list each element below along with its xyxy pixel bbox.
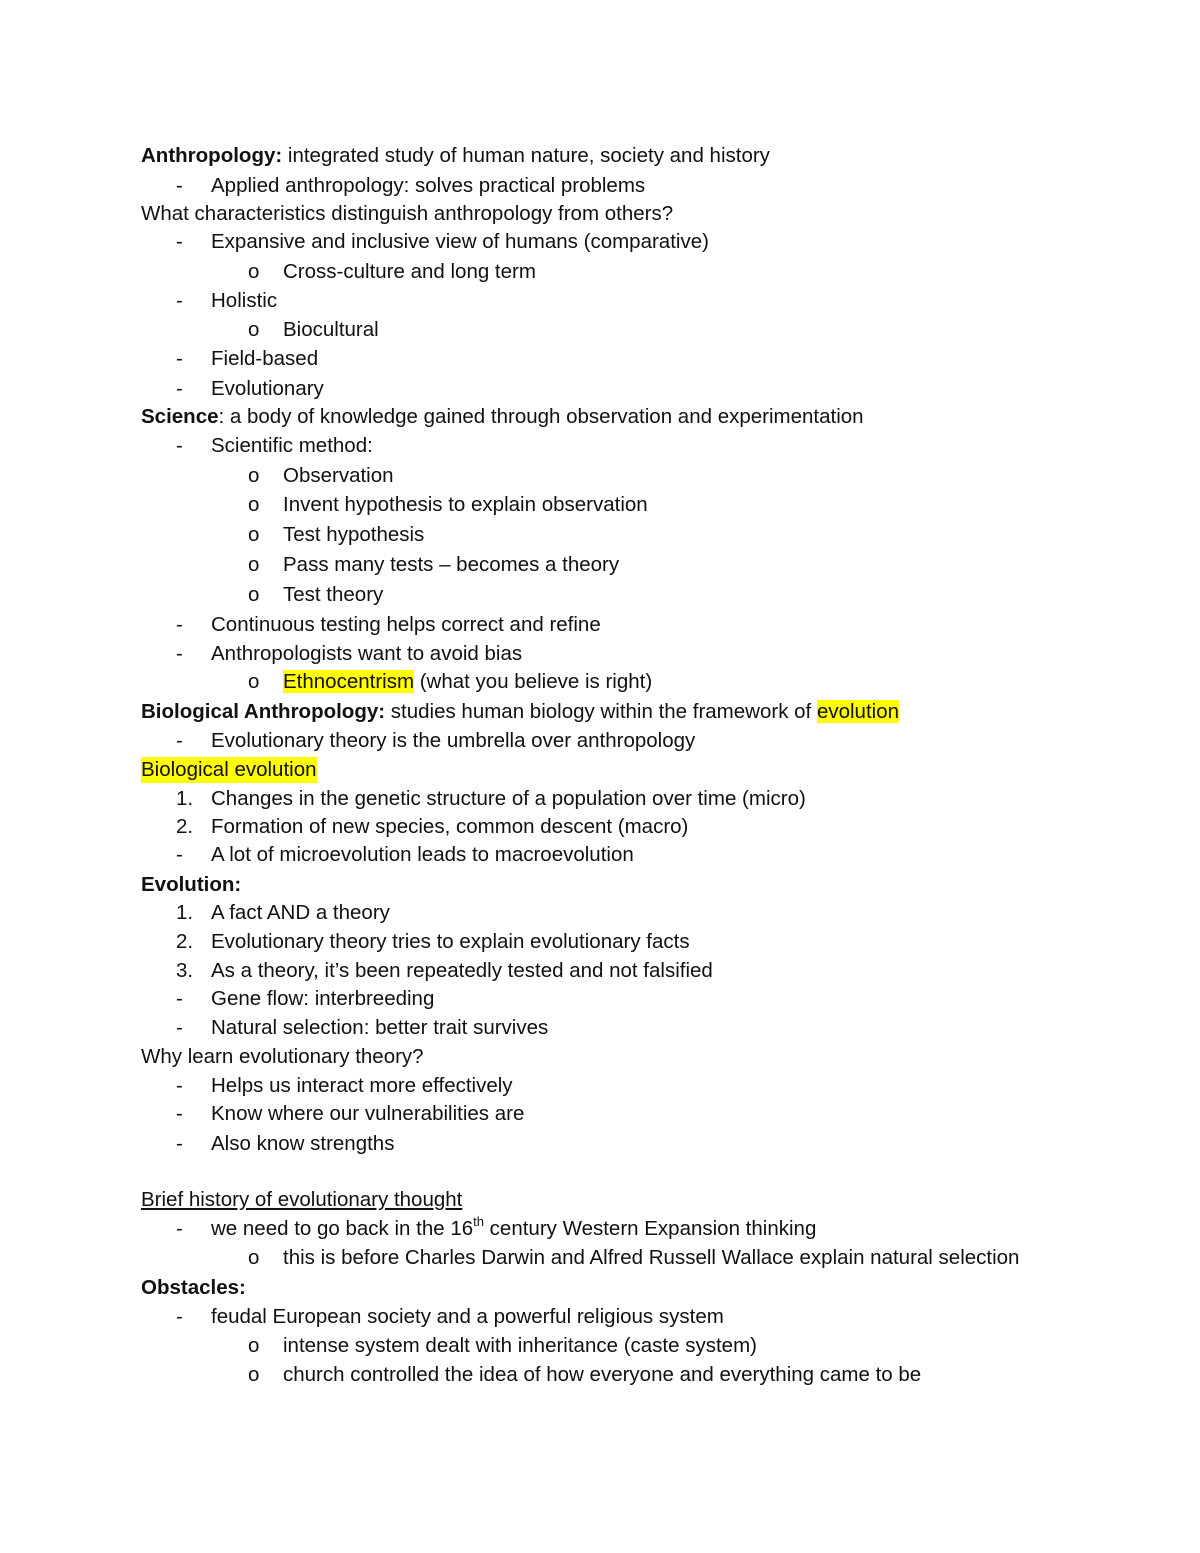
item-text: A fact AND a theory	[211, 901, 390, 924]
number-marker: 1.	[176, 787, 194, 810]
item-text: Evolutionary theory tries to explain evolutionary facts	[211, 930, 690, 953]
bullet-text: intense system dealt with inheritance (caste system)	[283, 1334, 757, 1357]
definition-term: Anthropology:	[141, 144, 283, 167]
bullet-text: Continuous testing helps correct and refine	[211, 613, 601, 636]
dash-bullet: -	[176, 1132, 183, 1155]
bullet-text: Invent hypothesis to explain observation	[283, 493, 648, 516]
definition-text: studies human biology within the framework of	[385, 700, 817, 723]
bullet-text: Test hypothesis	[283, 523, 425, 546]
highlighted-term: evolution	[816, 700, 899, 723]
highlighted-term: Ethnocentrism	[283, 670, 415, 693]
bullet-text: feudal European society and a powerful religious system	[211, 1305, 724, 1328]
circle-bullet: o	[248, 260, 260, 283]
bullet-text: Gene flow: interbreeding	[211, 987, 435, 1010]
bullet-text: Natural selection: better trait survives	[211, 1016, 549, 1039]
dash-bullet: -	[176, 843, 183, 866]
circle-bullet: o	[248, 1334, 260, 1357]
bullet-text: Biocultural	[283, 318, 379, 341]
definition-term: Obstacles:	[141, 1276, 246, 1299]
dash-bullet: -	[176, 230, 183, 253]
bullet-text: Cross-culture and long term	[283, 260, 536, 283]
circle-bullet: o	[248, 553, 260, 576]
bullet-text: Know where our vulnerabilities are	[211, 1102, 525, 1125]
circle-bullet: o	[248, 1363, 260, 1386]
definition-text: : a body of knowledge gained through observation and experimentation	[218, 405, 864, 428]
bullet-text: Expansive and inclusive view of humans (comparative)	[211, 230, 709, 253]
bullet-text: Helps us interact more effectively	[211, 1074, 513, 1097]
circle-bullet: o	[248, 523, 260, 546]
dash-bullet: -	[176, 987, 183, 1010]
dash-bullet: -	[176, 1305, 183, 1328]
number-marker: 2.	[176, 815, 194, 838]
underlined-heading: Brief history of evolutionary thought	[141, 1188, 463, 1211]
item-text: As a theory, it’s been repeatedly tested and not falsified	[211, 959, 713, 982]
number-marker: 3.	[176, 959, 194, 982]
bullet-text: church controlled the idea of how everyone and everything came to be	[283, 1363, 922, 1386]
bullet-text: Evolutionary	[211, 377, 324, 400]
dash-bullet: -	[176, 642, 183, 665]
document-page: Anthropology: integrated study of human nature, society and history - Applied anthropology: solves practical problems What characteristics distinguish anthropology from others? - Expansive and inclusive view of humans (comparative) o Cross-culture and long term - Holistic o Biocultural - Field-based - Evolutionary Science: a body of knowledge gained through observation and experimentation - Scientific method: o Observation o Invent hypothesis to explain observation o Test hypothesis o Pass many tests – becomes a theory o Test theory - Continuous testing helps correct and refine - Anthropologists want to avoid bias o Ethnocentrism (what you believe is right) Biological Anthropology: studies human biology within the framework of evolution - Evolutionary theory is the umbrella over anthropology Biological evolution 1. Changes in the genetic structure of a population over time (micro) 2. Formation of new species, common descent (macro) - A lot of microevolution leads to macroevolution Evolution: 1. A fact AND a theory 2. Evolutionary theory tries to explain evolutionary facts 3. As a theory, it’s been repeatedly tested and not falsified - Gene flow: interbreeding - Natural selection: better trait survives Why learn evolutionary theory? - Helps us interact more effectively - Know where our vulnerabilities are - Also know strengths Brief history of evolutionary thought - we need to go back in the 16th century Western Expansion thinking o this is before Charles Darwin and Alfred Russell Wallace explain natural selection Obstacles: - feudal European society and a powerful religious system o intense system dealt with inheritance (caste system) o church controlled the idea of how everyone and everything came to be	[0, 0, 1200, 1553]
number-marker: 1.	[176, 901, 194, 924]
item-text: Formation of new species, common descent (macro)	[211, 815, 689, 838]
circle-bullet: o	[248, 318, 260, 341]
dash-bullet: -	[176, 1102, 183, 1125]
bullet-text: Holistic	[211, 289, 278, 312]
bullet-text: (what you believe is right)	[414, 670, 653, 693]
definition-term: Biological Anthropology:	[141, 700, 386, 723]
dash-bullet: -	[176, 729, 183, 752]
highlighted-term: Biological evolution	[141, 758, 317, 781]
bullet-text: Pass many tests – becomes a theory	[283, 553, 620, 576]
circle-bullet: o	[248, 1246, 260, 1269]
number-marker: 2.	[176, 930, 194, 953]
bullet-text: Test theory	[283, 583, 384, 606]
bullet-text: A lot of microevolution leads to macroevolution	[211, 843, 634, 866]
dash-bullet: -	[176, 289, 183, 312]
bullet-text: Observation	[283, 464, 394, 487]
circle-bullet: o	[248, 670, 260, 693]
bullet-text: Evolutionary theory is the umbrella over anthropology	[211, 729, 696, 752]
bullet-text: this is before Charles Darwin and Alfred Russell Wallace explain natural selection	[283, 1246, 1020, 1269]
bullet-text: Anthropologists want to avoid bias	[211, 642, 523, 665]
bullet-text: Also know strengths	[211, 1132, 395, 1155]
item-text: Changes in the genetic structure of a population over time (micro)	[211, 787, 806, 810]
circle-bullet: o	[248, 464, 260, 487]
superscript: th	[473, 1214, 484, 1230]
dash-bullet: -	[176, 434, 183, 457]
definition-term: Science	[141, 405, 219, 428]
definition-text: integrated study of human nature, society and history	[282, 144, 770, 167]
dash-bullet: -	[176, 1217, 183, 1240]
bullet-text: Applied anthropology: solves practical problems	[211, 174, 646, 197]
dash-bullet: -	[176, 613, 183, 636]
bullet-text: Field-based	[211, 347, 319, 370]
bullet-text: Scientific method:	[211, 434, 373, 457]
dash-bullet: -	[176, 347, 183, 370]
dash-bullet: -	[176, 377, 183, 400]
dash-bullet: -	[176, 1074, 183, 1097]
circle-bullet: o	[248, 583, 260, 606]
definition-term: Evolution:	[141, 873, 242, 896]
dash-bullet: -	[176, 174, 183, 197]
circle-bullet: o	[248, 493, 260, 516]
dash-bullet: -	[176, 1016, 183, 1039]
